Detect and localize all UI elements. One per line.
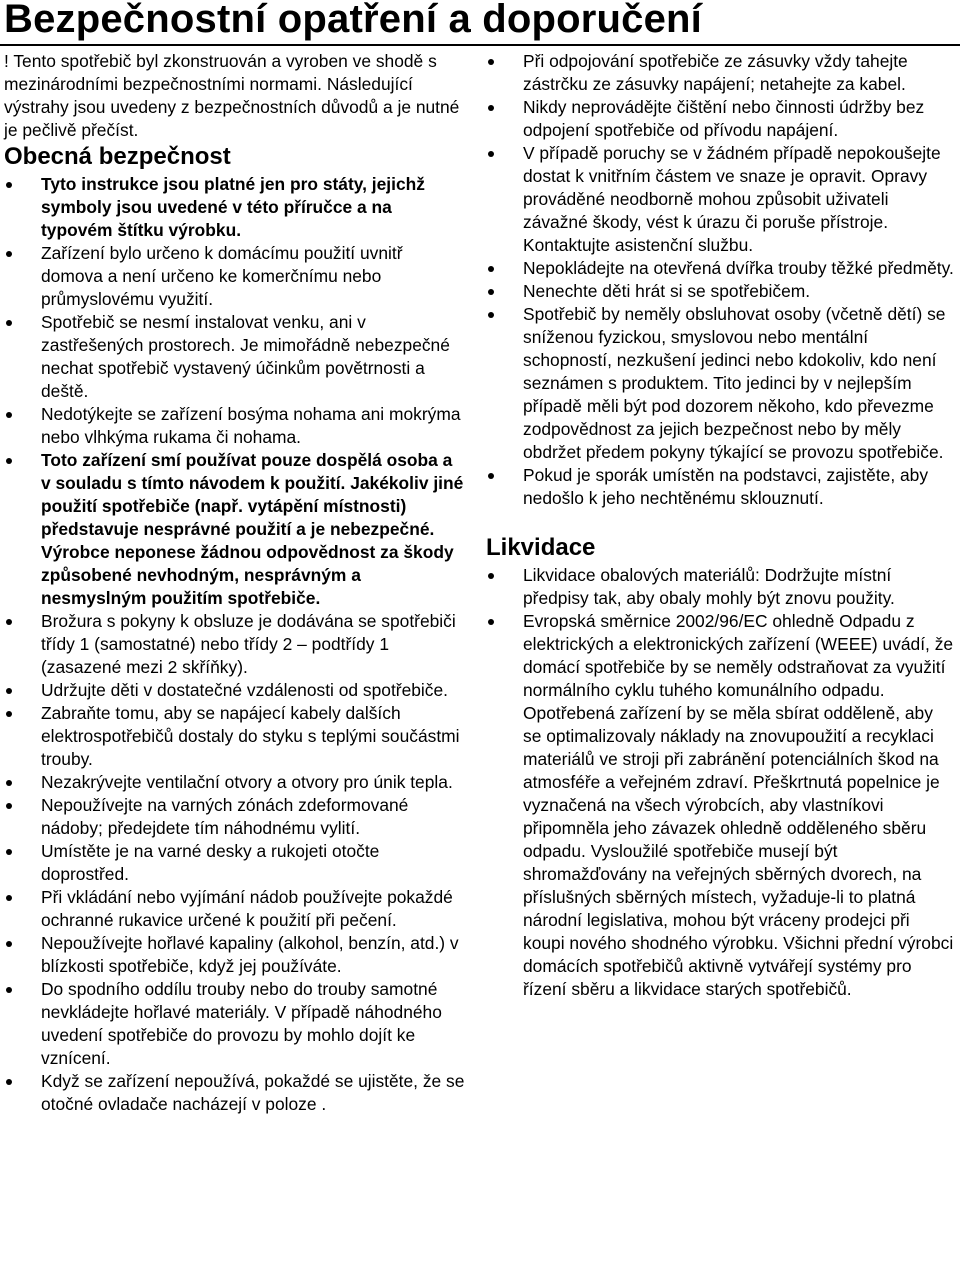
bullet-icon	[6, 987, 12, 993]
list-item-text: Toto zařízení smí používat pouze dospělá osoba a v souladu s tímto návodem k použití. Jakékoliv jiné použití spotřebiče (např. vytápění místnosti) představuje nesprávné použití a je nebezpečné. Výrobce neponese žádnou odpovědnost za škody způsobené nevhodným, nesprávným a nesmyslným použitím spotřebiče.	[41, 450, 464, 608]
bullet-icon	[6, 412, 12, 418]
list-item	[4, 242, 466, 311]
list-item-text: Nepoužívejte hořlavé kapaliny (alkohol, benzín, atd.) v blízkosti spotřebiče, když jej používáte.	[41, 933, 459, 976]
list-item-text: Nedotýkejte se zařízení bosýma nohama ani mokrýma nebo vlhkýma rukama či nohama.	[41, 404, 461, 447]
bullet-icon	[6, 780, 12, 786]
bullet-icon	[488, 105, 494, 111]
list-item	[4, 886, 466, 932]
list-item-text: Nepoužívejte na varných zónách zdeformované nádoby; předejdete tím náhodnému vylití.	[41, 795, 409, 838]
section-title-disposal: Likvidace	[486, 534, 596, 561]
list-item-text: Nezakrývejte ventilační otvory a otvory pro únik tepla.	[41, 772, 453, 792]
title-rule	[0, 44, 960, 46]
list-item	[486, 96, 956, 142]
list-item	[4, 173, 466, 242]
section-title-general-safety: Obecná bezpečnost	[4, 143, 231, 170]
list-item-text: Tyto instrukce jsou platné jen pro státy, jejichž symboly jsou uvedené v této příručce a na typovém štítku výrobku.	[41, 174, 425, 240]
list-item	[4, 771, 466, 794]
list-item-text: Likvidace obalových materiálů: Dodržujte místní předpisy tak, aby obaly mohly být znovu použity.	[523, 565, 895, 608]
disposal-list	[486, 564, 956, 1001]
list-item	[486, 257, 956, 280]
general-safety-list-continued	[486, 50, 956, 510]
general-safety-list	[4, 173, 466, 1116]
list-item-text: Pokud je sporák umístěn na podstavci, zajistěte, aby nedošlo k jeho nechtěnému sklouznutí.	[523, 465, 929, 508]
list-item-text: Umístěte je na varné desky a rukojeti otočte doprostřed.	[41, 841, 380, 884]
bullet-icon	[6, 458, 12, 464]
bullet-icon	[488, 312, 494, 318]
bullet-icon	[488, 619, 494, 625]
list-item-text: Nenechte děti hrát si se spotřebičem.	[523, 281, 811, 301]
list-item	[4, 679, 466, 702]
list-item	[4, 794, 466, 840]
list-item	[486, 50, 956, 96]
list-item-text: V případě poruchy se v žádném případě nepokoušejte dostat k vnitřním částem ve snaze je opravit. Opravy prováděné neodborně mohou způsobit uživateli závažné škody, vést k úrazu či poruše přístroje. Kontaktujte asistenční službu.	[523, 143, 941, 255]
bullet-icon	[6, 803, 12, 809]
list-item	[4, 702, 466, 771]
list-item	[486, 303, 956, 464]
list-item-text: Brožura s pokyny k obsluze je dodávána se spotřebiči třídy 1 (samostatné) nebo třídy 2 – podtřídy 1 (zasazené mezi 2 skříňky).	[41, 611, 456, 677]
list-item-text: Při odpojování spotřebiče ze zásuvky vždy tahejte zástrčku ze zásuvky napájení; netahejte za kabel.	[523, 51, 908, 94]
bullet-icon	[6, 619, 12, 625]
bullet-icon	[6, 941, 12, 947]
list-item-text: Při vkládání nebo vyjímání nádob používejte pokaždé ochranné rukavice určené k použití při pečení.	[41, 887, 453, 930]
list-item	[4, 403, 466, 449]
bullet-icon	[488, 151, 494, 157]
bullet-icon	[6, 688, 12, 694]
list-item-text: Když se zařízení nepoužívá, pokaždé se ujistěte, že se otočné ovladače nacházejí v poloze .	[41, 1071, 465, 1114]
bullet-icon	[488, 59, 494, 65]
list-item-text: Nikdy neprovádějte čištění nebo činnosti údržby bez odpojení spotřebiče od přívodu napájení.	[523, 97, 925, 140]
list-item-text: Do spodního oddílu trouby nebo do trouby samotné nevkládejte hořlavé materiály. V případě náhodného uvedení spotřebiče do provozu by mohlo dojít ke vznícení.	[41, 979, 442, 1068]
list-item-text: Nepokládejte na otevřená dvířka trouby těžké předměty.	[523, 258, 954, 278]
list-item	[4, 311, 466, 403]
list-item	[486, 464, 956, 510]
intro-text: ! Tento spotřebič byl zkonstruován a vyroben ve shodě s mezinárodními bezpečnostními normami. Následující výstrahy jsou uvedeny z bezpečnostních důvodů a je nutné je pečlivě přečíst.	[4, 51, 460, 140]
bullet-icon	[6, 1079, 12, 1085]
list-item	[4, 932, 466, 978]
list-item	[486, 142, 956, 257]
bullet-icon	[488, 473, 494, 479]
bullet-icon	[6, 251, 12, 257]
bullet-icon	[6, 182, 12, 188]
list-item-text: Zařízení bylo určeno k domácímu použití uvnitř domova a není určeno ke komerčnímu nebo průmyslovému využití.	[41, 243, 403, 309]
right-column	[486, 50, 956, 1001]
list-item	[486, 610, 956, 1001]
bullet-icon	[488, 573, 494, 579]
list-item-text: Spotřebič by neměly obsluhovat osoby (včetně dětí) se sníženou fyzickou, smyslovou nebo mentální schopností, nezkušení jedinci nebo kdokoliv, kdo není seznámen s produktem. Tito jedinci by v nejlepším případě měli být pod dozorem někoho, kdo převezme zodpovědnost za jejich bezpečnost nebo by měly obdržet předem pokyny týkající se provozu spotřebiče.	[523, 304, 946, 462]
list-item	[486, 280, 956, 303]
bullet-icon	[488, 289, 494, 295]
bullet-icon	[6, 849, 12, 855]
list-item-text: Spotřebič se nesmí instalovat venku, ani v zastřešených prostorech. Je mimořádně nebezpečné nechat spotřebič vystavený účinkům povětrnosti a deště.	[41, 312, 450, 401]
list-item-text: Evropská směrnice 2002/96/EC ohledně Odpadu z elektrických a elektronických zařízení (WEEE) uvádí, že domácí spotřebiče by se neměly odstraňovat za využití normálního cyklu tuhého komunálního odpadu. Opotřebená zařízení by se měla sbírat odděleně, aby se optimalizovaly náklady na znovupoužití a recyklaci materiálů ve stroji při zabránění potenciálních škod na atmosféře a veřejném zdraví. Přeškrtnutá popelnice je vyznačená na všech výrobcích, aby vlastníkovi připomněla jeho závazek ohledně odděleného sběru odpadu. Vysloužilé spotřebiče musejí být shromažďovány na veřejných sběrných dvorech, na příslušných sběrných místech, vyžaduje-li to platná národní legislativa, mohou být vráceny prodejci při koupi nového shodného výrobku. Všichni přední výrobci domácích spotřebičů aktivně vytvářejí systémy pro řízení sběru a likvidace starých spotřebičů.	[523, 611, 954, 999]
list-item	[4, 610, 466, 679]
list-item-text: Udržujte děti v dostatečné vzdálenosti od spotřebiče.	[41, 680, 448, 700]
list-item	[4, 840, 466, 886]
list-item	[4, 978, 466, 1070]
bullet-icon	[488, 266, 494, 272]
list-item	[486, 564, 956, 610]
bullet-icon	[6, 320, 12, 326]
left-column	[4, 50, 466, 1116]
list-item	[4, 449, 466, 610]
bullet-icon	[6, 895, 12, 901]
list-item	[4, 1070, 466, 1116]
list-item-text: Zabraňte tomu, aby se napájecí kabely dalších elektrospotřebičů dostaly do styku s teplými součástmi trouby.	[41, 703, 460, 769]
page-title: Bezpečnostní opatření a doporučení	[4, 0, 702, 41]
bullet-icon	[6, 711, 12, 717]
